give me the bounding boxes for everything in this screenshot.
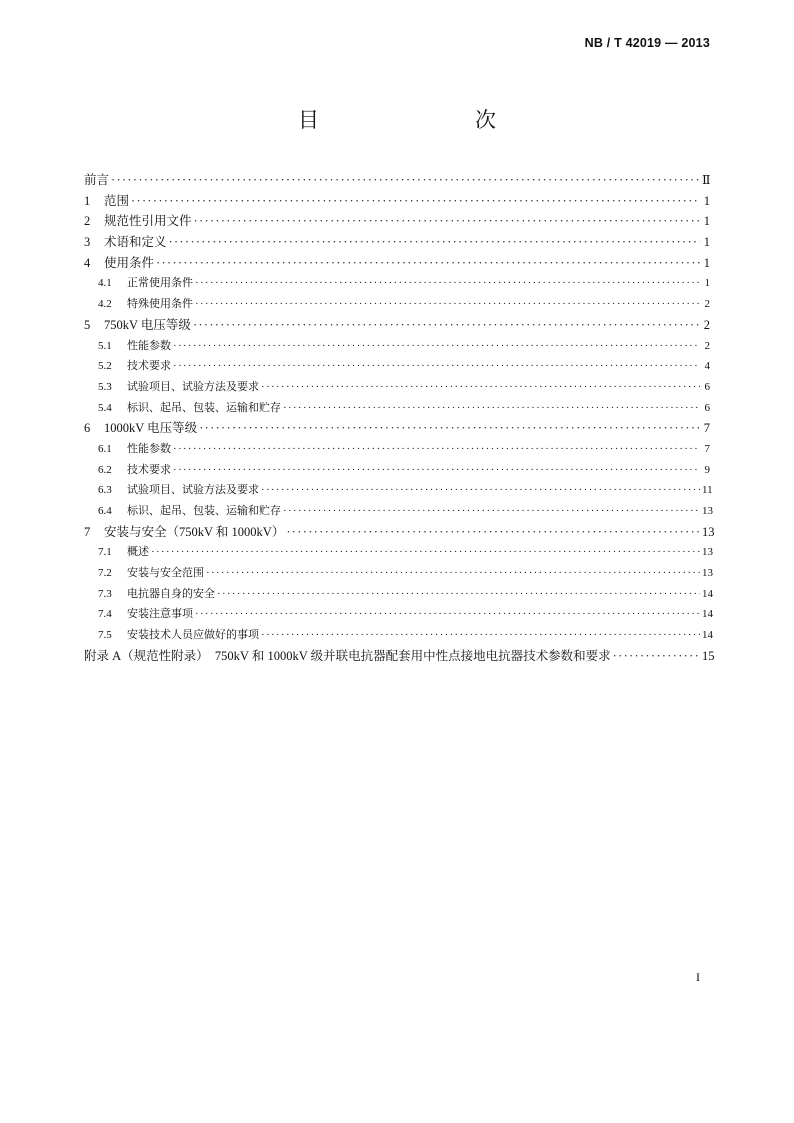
dot-leader — [173, 460, 700, 481]
toc-entry-page: Ⅱ — [702, 173, 711, 187]
dot-leader — [173, 356, 700, 377]
dot-leader — [199, 418, 700, 439]
dot-leader — [613, 646, 700, 667]
toc-entry-title: 前言 — [84, 173, 110, 187]
dot-leader — [194, 211, 700, 232]
toc-entry-number: 4.1 — [98, 277, 112, 290]
toc-entry-page: 14 — [702, 587, 713, 600]
toc-entry-page: 14 — [702, 608, 713, 621]
toc-entry-number: 6 — [84, 421, 91, 436]
toc-entry[interactable] — [84, 563, 713, 584]
toc-entry-title: 试验项目、试验方法及要求 — [127, 484, 259, 497]
toc-entry-title: 技术要求 — [127, 463, 171, 476]
dot-leader — [195, 604, 700, 625]
toc-entry-page: 6 — [704, 380, 710, 393]
toc-entry-page: 6 — [704, 401, 710, 414]
toc-entry-title: 试验项目、试验方法及要求 — [127, 380, 259, 393]
toc-entry-title: 安装注意事项 — [127, 608, 193, 621]
toc-entry-page: 1 — [703, 193, 710, 208]
toc-entry-page: 14 — [702, 629, 713, 642]
table-of-contents — [84, 170, 715, 667]
toc-entry-number: 1 — [84, 193, 91, 208]
standard-code: NB / T 42019 — 2013 — [584, 36, 710, 50]
toc-entry-title: 使用条件 — [104, 255, 155, 270]
toc-entry[interactable] — [84, 439, 710, 460]
toc-entry[interactable] — [84, 542, 713, 563]
toc-entry-number: 7.4 — [98, 608, 112, 621]
toc-entry[interactable] — [84, 460, 710, 481]
toc-entry-page: 13 — [702, 546, 713, 559]
dot-leader — [286, 522, 700, 543]
toc-entry-title: 附录 A（规范性附录） 750kV 和 1000kV 级并联电抗器配套用中性点接地电抗器技术参数和要求 — [84, 648, 611, 663]
toc-entry-title: 范围 — [104, 193, 130, 208]
toc-entry-page: 11 — [702, 484, 713, 497]
toc-entry-title: 电抗器自身的安全 — [127, 587, 215, 600]
toc-entry[interactable] — [84, 584, 713, 605]
toc-entry[interactable] — [84, 377, 710, 398]
toc-entry-title: 标识、起吊、包装、运输和贮存 — [127, 401, 281, 414]
toc-entry[interactable] — [84, 522, 715, 543]
dot-leader — [261, 625, 700, 646]
dot-leader — [195, 294, 700, 315]
toc-entry-title: 规范性引用文件 — [104, 214, 192, 229]
dot-leader — [131, 191, 700, 212]
toc-entry[interactable] — [84, 315, 710, 336]
dot-leader — [206, 563, 700, 584]
toc-entry-number: 7.3 — [98, 587, 112, 600]
toc-entry-number: 6.2 — [98, 463, 112, 476]
dot-leader — [169, 232, 700, 253]
toc-entry-number: 2 — [84, 214, 91, 229]
toc-entry-page: 7 — [704, 442, 710, 455]
toc-entry-page: 1 — [703, 255, 710, 270]
toc-entry[interactable] — [84, 418, 710, 439]
toc-entry-page: 13 — [702, 567, 713, 580]
dot-leader — [261, 480, 700, 501]
toc-entry-page: 2 — [703, 317, 710, 332]
toc-entry-number: 6.4 — [98, 505, 112, 517]
toc-entry-page: 9 — [704, 463, 710, 476]
toc-entry-number: 3 — [84, 235, 91, 250]
toc-entry-title: 标识、起吊、包装、运输和贮存 — [127, 505, 281, 517]
toc-entry-page: 1 — [704, 277, 710, 290]
toc-entry-number: 6.3 — [98, 484, 112, 497]
toc-entry-number: 4 — [84, 255, 91, 270]
toc-entry-title: 性能参数 — [127, 339, 171, 352]
toc-entry-title: 安装与安全范围 — [127, 567, 204, 580]
toc-entry[interactable] — [84, 232, 710, 253]
toc-entry-number: 5 — [84, 317, 91, 332]
toc-entry[interactable] — [84, 356, 710, 377]
toc-entry[interactable] — [84, 625, 713, 646]
toc-entry-page: 15 — [702, 648, 715, 663]
toc-entry-number: 7.1 — [98, 546, 112, 559]
dot-leader — [173, 439, 700, 460]
toc-entry[interactable] — [84, 398, 710, 419]
toc-entry[interactable] — [84, 336, 710, 357]
dot-leader — [261, 377, 700, 398]
toc-entry[interactable] — [84, 170, 710, 191]
dot-leader — [283, 501, 700, 522]
toc-entry-number: 5.4 — [98, 401, 112, 414]
toc-entry-title: 概述 — [127, 546, 149, 559]
toc-entry[interactable] — [84, 211, 710, 232]
dot-leader — [193, 315, 700, 336]
toc-entry-page: 13 — [702, 505, 713, 517]
toc-entry-page: 13 — [702, 524, 715, 539]
toc-entry-title: 性能参数 — [127, 442, 171, 455]
page-title: 目 次 — [298, 108, 534, 132]
toc-entry-number: 6.1 — [98, 442, 112, 455]
dot-leader — [283, 398, 700, 419]
toc-entry[interactable] — [84, 604, 713, 625]
toc-entry-number: 7 — [84, 524, 91, 539]
dot-leader — [217, 584, 700, 605]
dot-leader — [151, 542, 700, 563]
toc-entry-page: 2 — [704, 339, 710, 352]
toc-entry[interactable] — [84, 253, 710, 274]
toc-entry-title: 术语和定义 — [104, 235, 167, 250]
page-number: I — [696, 970, 700, 984]
toc-entry[interactable] — [84, 646, 715, 667]
toc-entry-title: 安装技术人员应做好的事项 — [127, 629, 259, 642]
toc-entry-number: 4.2 — [98, 298, 112, 311]
toc-entry-title: 1000kV 电压等级 — [104, 421, 198, 436]
toc-entry-page: 4 — [704, 360, 710, 373]
toc-entry-title: 正常使用条件 — [127, 277, 193, 290]
dot-leader — [173, 336, 700, 357]
toc-entry[interactable] — [84, 480, 713, 501]
dot-leader — [156, 253, 700, 274]
toc-entry-number: 7.5 — [98, 629, 112, 642]
toc-entry-number: 5.2 — [98, 360, 112, 373]
toc-entry[interactable] — [84, 191, 710, 212]
dot-leader — [111, 170, 700, 191]
toc-entry-page: 7 — [703, 421, 710, 436]
toc-entry[interactable] — [84, 294, 710, 315]
toc-entry-page: 1 — [703, 235, 710, 250]
toc-entry-page: 2 — [704, 298, 710, 311]
dot-leader — [195, 273, 700, 294]
toc-entry-title: 750kV 电压等级 — [104, 317, 191, 332]
toc-entry-number: 7.2 — [98, 567, 112, 580]
toc-entry-number: 5.1 — [98, 339, 112, 352]
toc-entry-number: 5.3 — [98, 380, 112, 393]
toc-entry-title: 安装与安全（750kV 和 1000kV） — [104, 524, 285, 539]
toc-entry[interactable] — [84, 501, 713, 522]
toc-entry-title: 技术要求 — [127, 360, 171, 373]
toc-entry-page: 1 — [703, 214, 710, 229]
toc-entry-title: 特殊使用条件 — [127, 298, 193, 311]
toc-entry[interactable] — [84, 273, 710, 294]
